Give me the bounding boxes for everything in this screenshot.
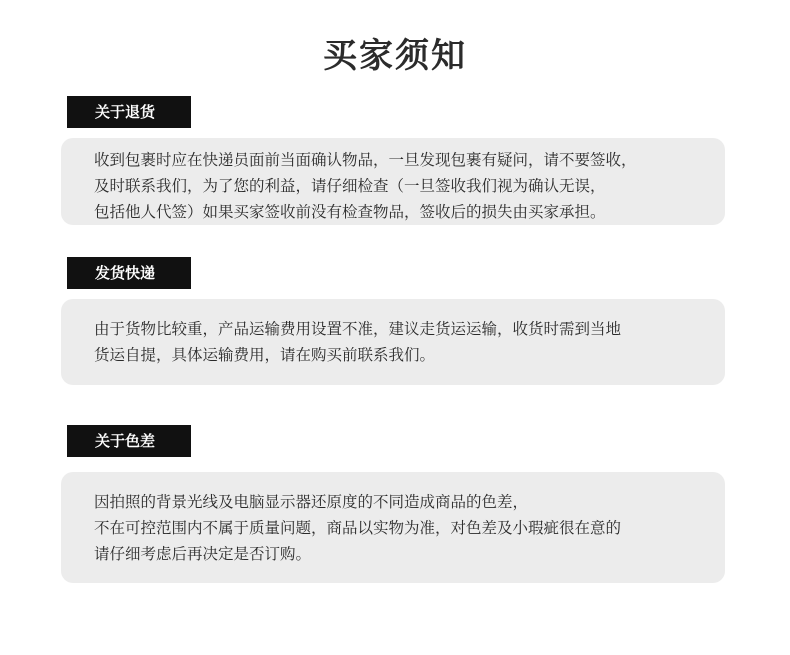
section-text-line: 因拍照的背景光线及电脑显示器还原度的不同造成商品的色差， — [94, 493, 529, 511]
section-box-color-difference — [61, 472, 725, 583]
section-text-line: 收到包裹时应在快递员面前当面确认物品，一旦发现包裹有疑问，请不要签收， — [94, 151, 637, 169]
section-label-shipping: 发货快递 — [67, 257, 191, 289]
section-text-line: 包括他人代签）如果买家签收前没有检查物品，签收后的损失由买家承担。 — [94, 203, 606, 221]
section-box-returns — [61, 138, 725, 225]
section-label-returns: 关于退货 — [67, 96, 191, 128]
page-title: 买家须知 — [323, 36, 467, 76]
section-text-line: 及时联系我们，为了您的利益，请仔细检查（一旦签收我们视为确认无误， — [94, 177, 606, 195]
section-box-shipping — [61, 299, 725, 385]
section-text-line: 由于货物比较重，产品运输费用设置不准，建议走货运运输，收货时需到当地 — [94, 320, 622, 338]
section-label-color-difference: 关于色差 — [67, 425, 191, 457]
section-text-line: 货运自提，具体运输费用，请在购买前联系我们。 — [94, 346, 436, 364]
section-text-line: 请仔细考虑后再决定是否订购。 — [94, 545, 312, 563]
section-text-line: 不在可控范围内不属于质量问题，商品以实物为准，对色差及小瑕疵很在意的 — [94, 519, 622, 537]
